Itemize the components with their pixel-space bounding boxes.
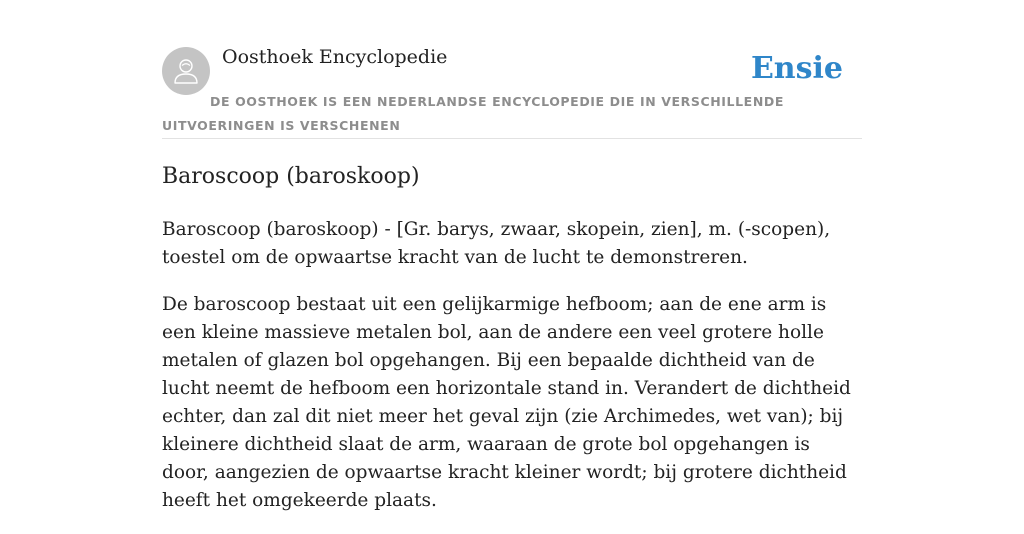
site-tagline: DE OOSTHOEK IS EEN NEDERLANDSE ENCYCLOPEDIE DIE IN VERSCHILLENDE UITVOERINGEN IS VERSCHENEN — [162, 94, 784, 133]
user-avatar-icon[interactable] — [162, 47, 210, 95]
article-title: Baroscoop (baroskoop) — [162, 164, 420, 189]
brand-logo-link[interactable]: Ensie — [750, 51, 843, 86]
header-divider — [162, 138, 862, 139]
site-name[interactable]: Oosthoek Encyclopedie — [222, 46, 448, 68]
user-outline-icon — [171, 56, 201, 86]
article-paragraph: Baroscoop (baroskoop) - [Gr. barys, zwaar, skopein, zien], m. (-scopen), toestel om de opwaartse kracht van de lucht te demonstreren. — [162, 219, 831, 268]
article-paragraph: De baroscoop bestaat uit een gelijkarmige hefboom; aan de ene arm is een kleine massieve metalen bol, aan de andere een veel grotere holle metalen of glazen bol opgehangen. Bij een bepaalde dichtheid van de lucht neemt de hefboom een horizontale stand in. Verandert de dichtheid echter, dan zal dit niet meer het geval zijn (zie Archimedes, wet van); bij kleinere dichtheid slaat de arm, waaraan de grote bol opgehangen is door, aangezien de opwaartse kracht kleiner wordt; bij grotere dichtheid heeft het omgekeerde plaats. — [162, 294, 851, 511]
article-body — [162, 216, 862, 534]
